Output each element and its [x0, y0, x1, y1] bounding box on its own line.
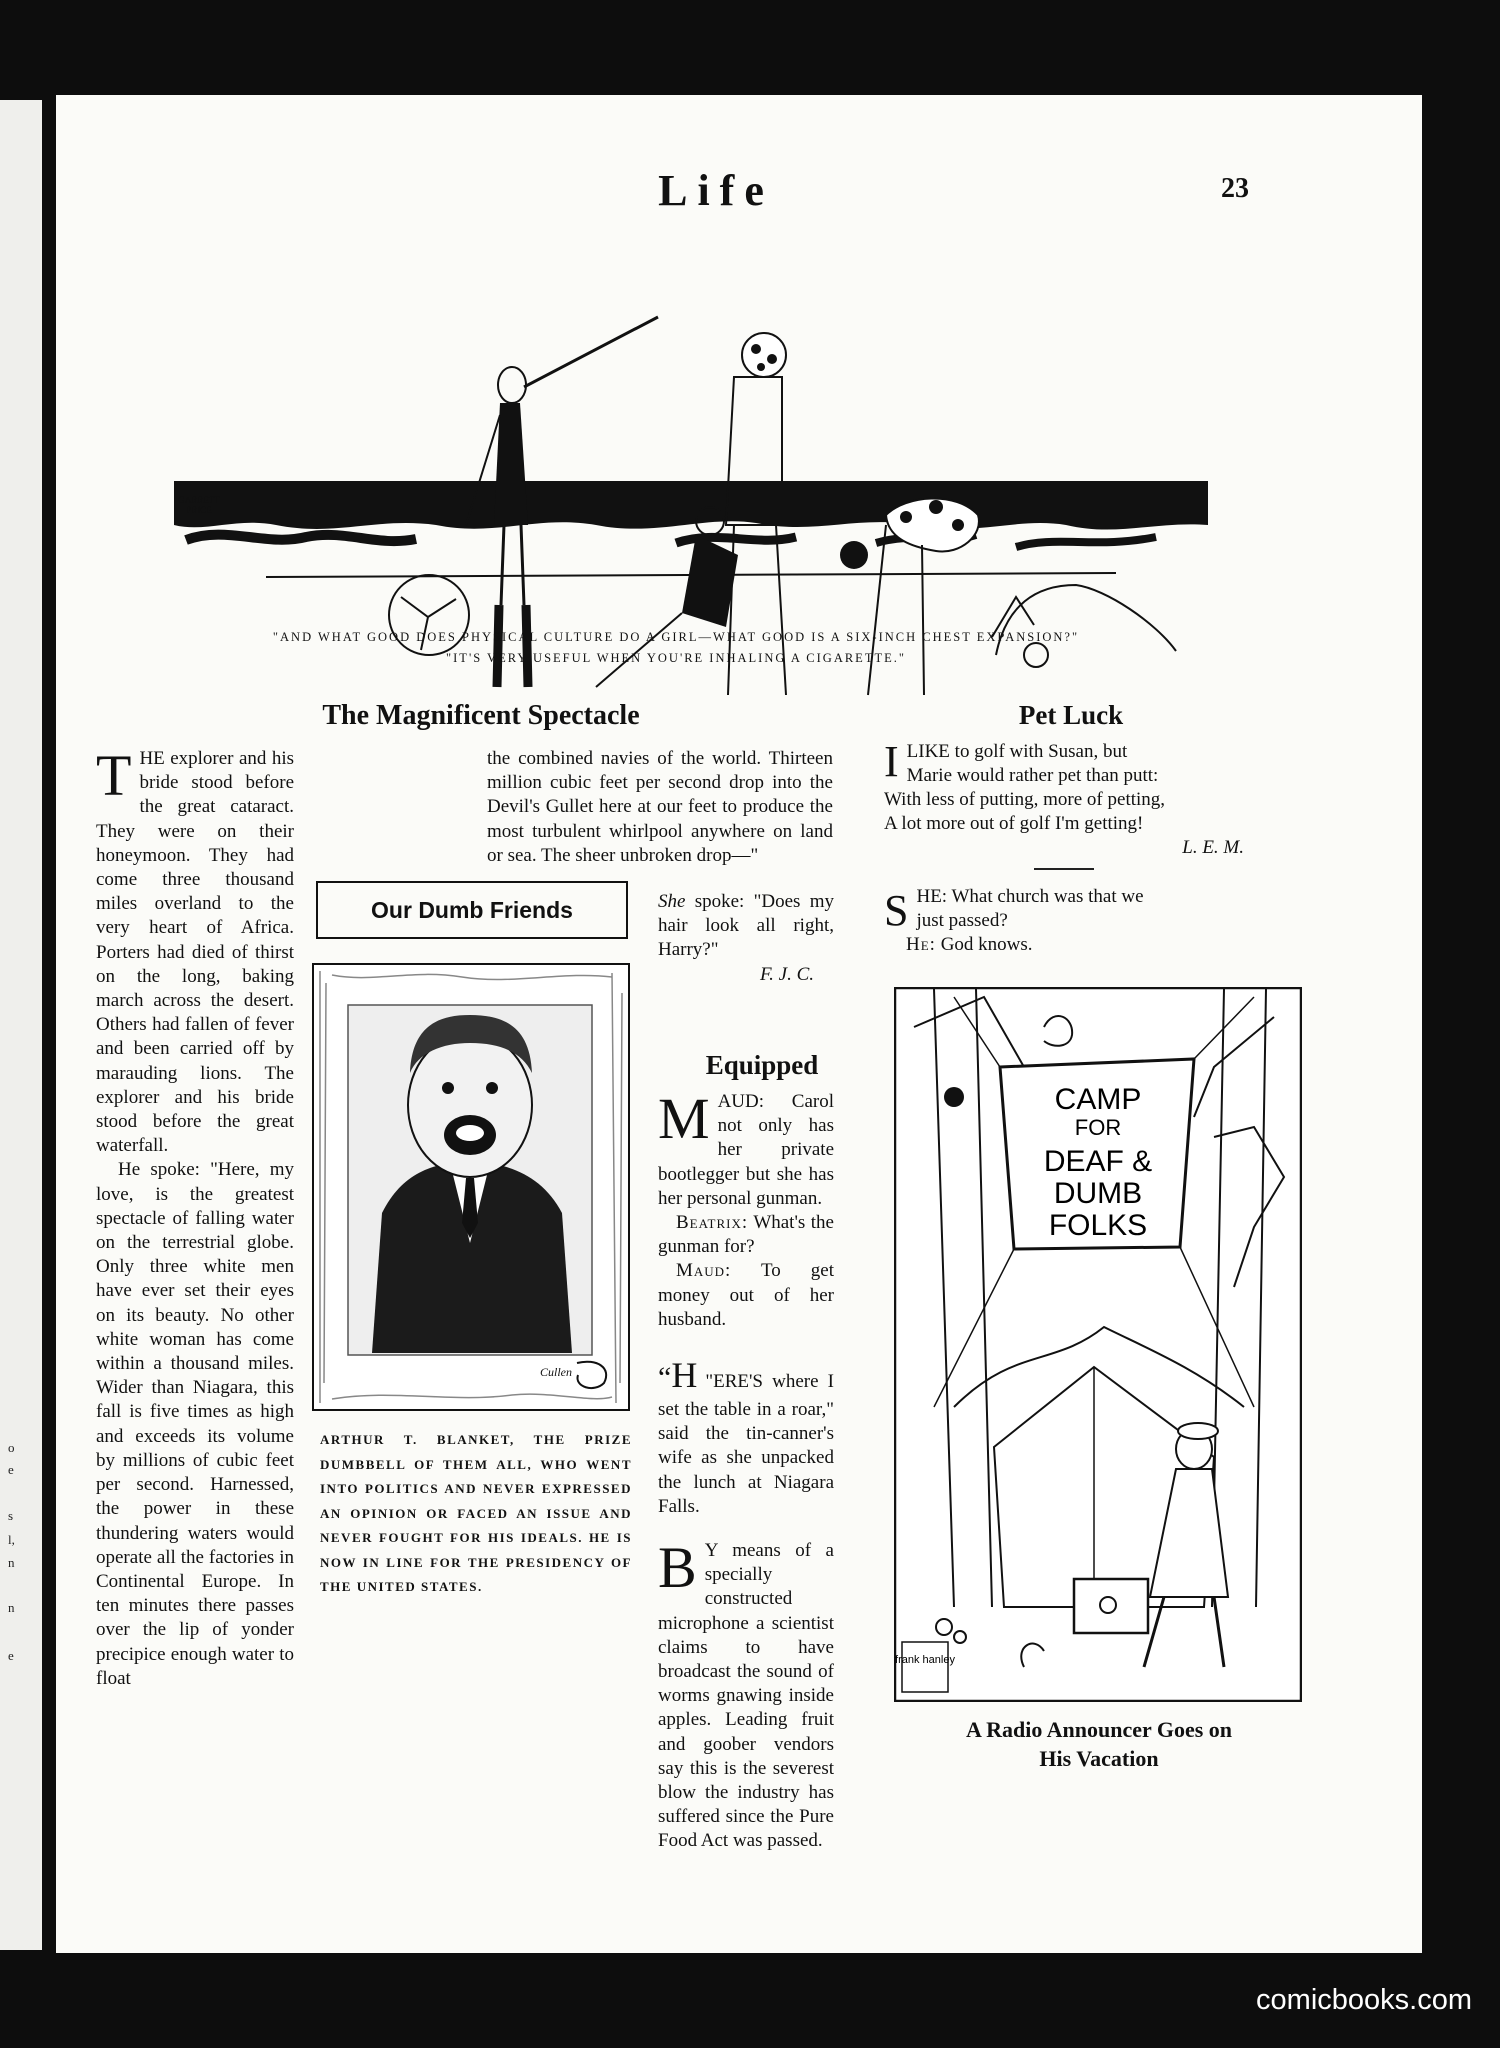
spectacle-paragraph-1: HE explorer and his bride stood before the great cataract. They were on their honeymoon. They had come three thousand miles overland to the very heart of Africa. Porters had died of thirst on the long, baking march across the desert. Others had fallen of fever and been carried off by marauding lions. The explorer and his bride stood before the great waterfall. [96, 748, 294, 1157]
page-number: 23 [1221, 173, 1249, 204]
margin-letter: e [8, 1462, 14, 1477]
portrait-artist-signature: Cullen [540, 1365, 572, 1379]
camp-sign-line-4: DUMB [1053, 1177, 1143, 1210]
open-quote: “ [658, 1361, 672, 1395]
radio-caption-line-2: His Vacation [1039, 1746, 1159, 1771]
heres-paragraph: "ERE'S where I set the table in a roar," said the tin-canner's wife as she unpacked the lunch at Niagara Falls. [658, 1371, 834, 1517]
poem-attribution: L. E. M. [1182, 837, 1244, 858]
beach-artist-signature: GARRETT PRICE [178, 495, 220, 515]
poem-line-2: Marie would rather pet than putt: [906, 765, 1159, 786]
site-watermark: comicbooks.com [1256, 1984, 1472, 2016]
camp-sign-line-2: FOR [1074, 1115, 1122, 1140]
camp-sign-line-1: CAMP [1054, 1083, 1142, 1116]
camp-artist-signature: frank hanley [895, 1654, 955, 1666]
blanket-portrait-illustration [312, 963, 630, 1411]
spectacle-paragraph-4: spoke: "Does my hair look all right, Harry?" [658, 891, 834, 961]
camp-sign-line-5: FOLKS [1048, 1209, 1148, 1242]
blanket-caption: ARTHUR T. BLANKET, THE PRIZE DUMBBELL OF THEM ALL, WHO WENT INTO POLITICS AND NEVER EXPRESSED AN OPINION OR FACED AN ISSUE AND NEVER FOUGHT FOR HIS IDEALS. HE IS NOW IN LINE FOR THE PRESIDENCY OF THE UNITED STATES. [320, 1432, 632, 1594]
dropcap-i: I [884, 737, 899, 786]
camp-cartoon-illustration [894, 987, 1302, 1702]
poem-line-3: With less of putting, more of petting, [884, 789, 1166, 810]
speaker-beatrix: Beatrix: [676, 1212, 749, 1234]
dropcap-t: T [96, 747, 132, 808]
speaker-she: She [658, 891, 686, 912]
margin-letter: s [8, 1508, 14, 1523]
caption-line-1: "AND WHAT GOOD DOES PHYSICAL CULTURE DO A GIRL—WHAT GOOD IS A SIX-INCH CHEST EXPANSION?" [272, 630, 1080, 644]
equipped-paragraph-2: What's the gunman for? [658, 1212, 834, 1258]
spectacle-column-2-end [658, 890, 834, 987]
equipped-column [658, 1086, 834, 1854]
spectacle-column-2-top [487, 747, 833, 895]
radio-caption-line-1: A Radio Announcer Goes on [965, 1717, 1233, 1742]
dropcap-m: M [658, 1086, 710, 1151]
section-divider [1034, 868, 1094, 870]
article-title-spectacle: The Magnificent Spectacle [322, 700, 640, 731]
church-line-1: HE: What church was that we [916, 886, 1144, 907]
article-title-equipped: Equipped [705, 1050, 819, 1080]
church-line-2: just passed? [916, 910, 1008, 932]
article-title-pet-luck: Pet Luck [1018, 700, 1124, 730]
spectacle-paragraph-3: the combined navies of the world. Thirteen million cubic feet per second drop into the Devil's Gullet here at our feet to produce the most turbulent whirlpool anywhere on land or sea. The sheer unbroken drop—" [487, 748, 833, 866]
spectacle-attribution: F. J. C. [759, 963, 814, 985]
microphone-paragraph: Y means of a specially constructed microphone a scientist claims to have broadcast the sound of worms gnawing inside apples. Leading fruit and goober vendors say this is the severest blow the industry has suffered since the Pure Food Act was passed. [658, 1540, 834, 1852]
margin-letter: o [8, 1440, 15, 1455]
facing-page-edge [0, 100, 42, 1950]
equipped-paragraph-1: AUD: Carol not only has her private bootlegger but she has her personal gunman. [658, 1091, 834, 1209]
beach-cartoon-caption [116, 627, 1236, 669]
spectacle-column-1 [96, 747, 294, 1867]
magazine-page [56, 95, 1422, 1953]
margin-letter: l, [8, 1532, 15, 1547]
dropcap-s: S [884, 886, 909, 935]
speaker-he: He: [906, 934, 936, 956]
church-joke [884, 885, 1264, 958]
pet-luck-poem [884, 737, 1264, 860]
radio-announcer-caption [884, 1715, 1314, 1773]
poem-line-1: LIKE to golf with Susan, but [906, 741, 1128, 762]
dropcap-h: H [671, 1355, 698, 1396]
camp-sign-line-3: DEAF & [1043, 1145, 1153, 1178]
dropcap-b: B [658, 1535, 697, 1601]
our-dumb-friends-box: Our Dumb Friends [316, 881, 628, 939]
margin-letter: n [8, 1600, 15, 1615]
caption-line-2: "IT'S VERY USEFUL WHEN YOU'RE INHALING A CIGARETTE." [446, 651, 906, 665]
speaker-maud: Maud: [676, 1260, 732, 1282]
spectacle-paragraph-2: He spoke: "Here, my love, is the greatest spectacle of falling water on the terrestrial globe. Only three white men have ever set their eyes on its beauty. No other white woman has come within a thousand miles. Wider than Niagara, this fall is five times as high and exceeds its volume by millions of cubic feet per second. Harnessed, the power in these thundering waters would operate all the factories in Continental Europe. In ten minutes there passes over the lip of yonder precipice enough water to float [96, 1159, 294, 1689]
equipped-paragraph-3: To get money out of her husband. [658, 1260, 834, 1330]
church-line-3: God knows. [935, 934, 1033, 956]
margin-letter: e [8, 1648, 14, 1663]
masthead-title: Life [658, 166, 774, 215]
margin-letter: n [8, 1555, 15, 1570]
poem-line-4: A lot more out of golf I'm getting! [884, 813, 1144, 834]
